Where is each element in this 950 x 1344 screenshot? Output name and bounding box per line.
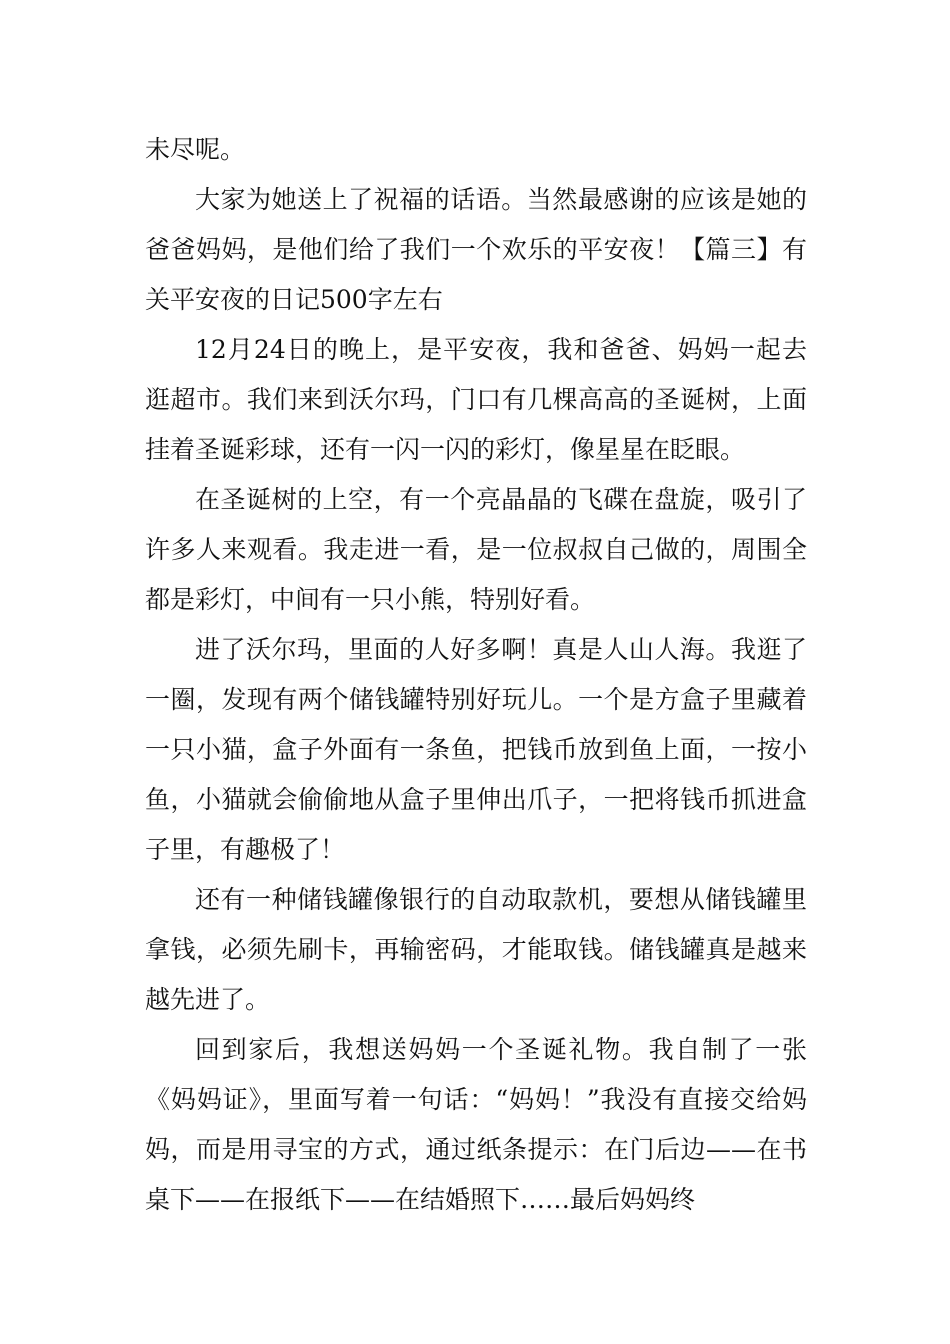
paragraph-ufo: 在圣诞树的上空，有一个亮晶晶的飞碟在盘旋，吸引了许多人来观看。我走进一看，是一位叔叔自己做的，周围全都是彩灯，中间有一只小熊，特别好看。	[145, 485, 807, 614]
paragraph-gift: 回到家后，我想送妈妈一个圣诞礼物。我自制了一张《妈妈证》，里面写着一句话：“妈妈！”我没有直接交给妈妈，而是用寻宝的方式，通过纸条提示：在门后边——在书桌下——在报纸下——在结婚照下……最后妈妈终	[145, 1035, 807, 1214]
paragraph-piggy-bank-atm: 还有一种储钱罐像银行的自动取款机，要想从储钱罐里拿钱，必须先刷卡，再输密码，才能取钱。储钱罐真是越来越先进了。	[145, 885, 807, 1014]
paragraph-piggy-bank-cat: 进了沃尔玛，里面的人好多啊！真是人山人海。我逛了一圈，发现有两个储钱罐特别好玩儿。一个是方盒子里藏着一只小猫，盒子外面有一条鱼，把钱币放到鱼上面，一按小鱼，小猫就会偷偷地从盒子里伸出爪子，一把将钱币抓进盒子里，有趣极了！	[145, 635, 807, 864]
document-body	[145, 125, 807, 1225]
paragraph-supermarket: 12月24日的晚上，是平安夜，我和爸爸、妈妈一起去逛超市。我们来到沃尔玛，门口有几棵高高的圣诞树，上面挂着圣诞彩球，还有一闪一闪的彩灯，像星星在眨眼。	[145, 335, 807, 464]
paragraph-continuation: 未尽呢。	[145, 135, 246, 164]
paragraph-blessing: 大家为她送上了祝福的话语。当然最感谢的应该是她的爸爸妈妈，是他们给了我们一个欢乐的平安夜！【篇三】有关平安夜的日记500字左右	[145, 185, 807, 314]
